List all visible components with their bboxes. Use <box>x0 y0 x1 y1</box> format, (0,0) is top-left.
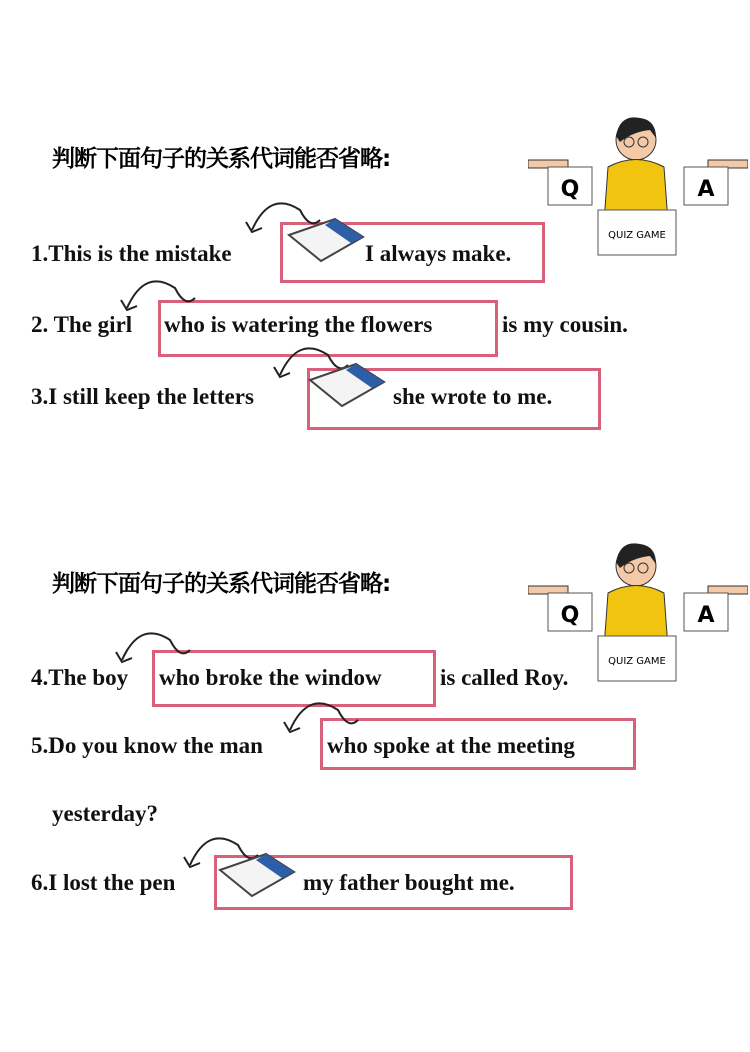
sentence-1-clause: I always make. <box>365 241 512 266</box>
eraser-icon <box>285 215 367 265</box>
svg-text:A: A <box>697 603 715 628</box>
svg-text:QUIZ GAME: QUIZ GAME <box>608 230 666 241</box>
sentence-6-text: 6.I lost the pen <box>31 870 176 895</box>
svg-text:QUIZ GAME: QUIZ GAME <box>608 656 666 667</box>
sentence-2-rest: is my cousin. <box>502 312 628 337</box>
svg-text:A: A <box>697 177 715 202</box>
sentence-3-clause: she wrote to me. <box>393 384 553 409</box>
section-2-title: 判断下面句子的关系代词能否省略: <box>52 571 391 597</box>
quiz-game-illustration <box>528 112 748 262</box>
curved-arrow-icon <box>115 268 205 318</box>
sentence-6-clause: my father bought me. <box>303 870 515 895</box>
eraser-icon <box>216 850 298 900</box>
sentence-5-text: 5.Do you know the man <box>31 733 263 758</box>
sentence-4-rest: is called Roy. <box>440 665 569 690</box>
eraser-icon <box>306 360 388 410</box>
svg-text:Q: Q <box>560 177 580 202</box>
sentence-4-clause: who broke the window <box>159 665 382 690</box>
svg-text:Q: Q <box>560 603 580 628</box>
sentence-4-text: 4.The boy <box>31 665 129 690</box>
sentence-3-text: 3.I still keep the letters <box>31 384 254 409</box>
sentence-5-clause: who spoke at the meeting <box>327 733 575 758</box>
curved-arrow-icon <box>110 620 200 670</box>
sentence-1-text: 1.This is the mistake <box>31 241 232 266</box>
sentence-5-rest: yesterday? <box>52 801 159 826</box>
sentence-2-text: 2. The girl <box>31 312 133 337</box>
sentence-2-clause: who is watering the flowers <box>164 312 433 337</box>
curved-arrow-icon <box>278 690 368 740</box>
section-1-title: 判断下面句子的关系代词能否省略: <box>52 146 391 172</box>
